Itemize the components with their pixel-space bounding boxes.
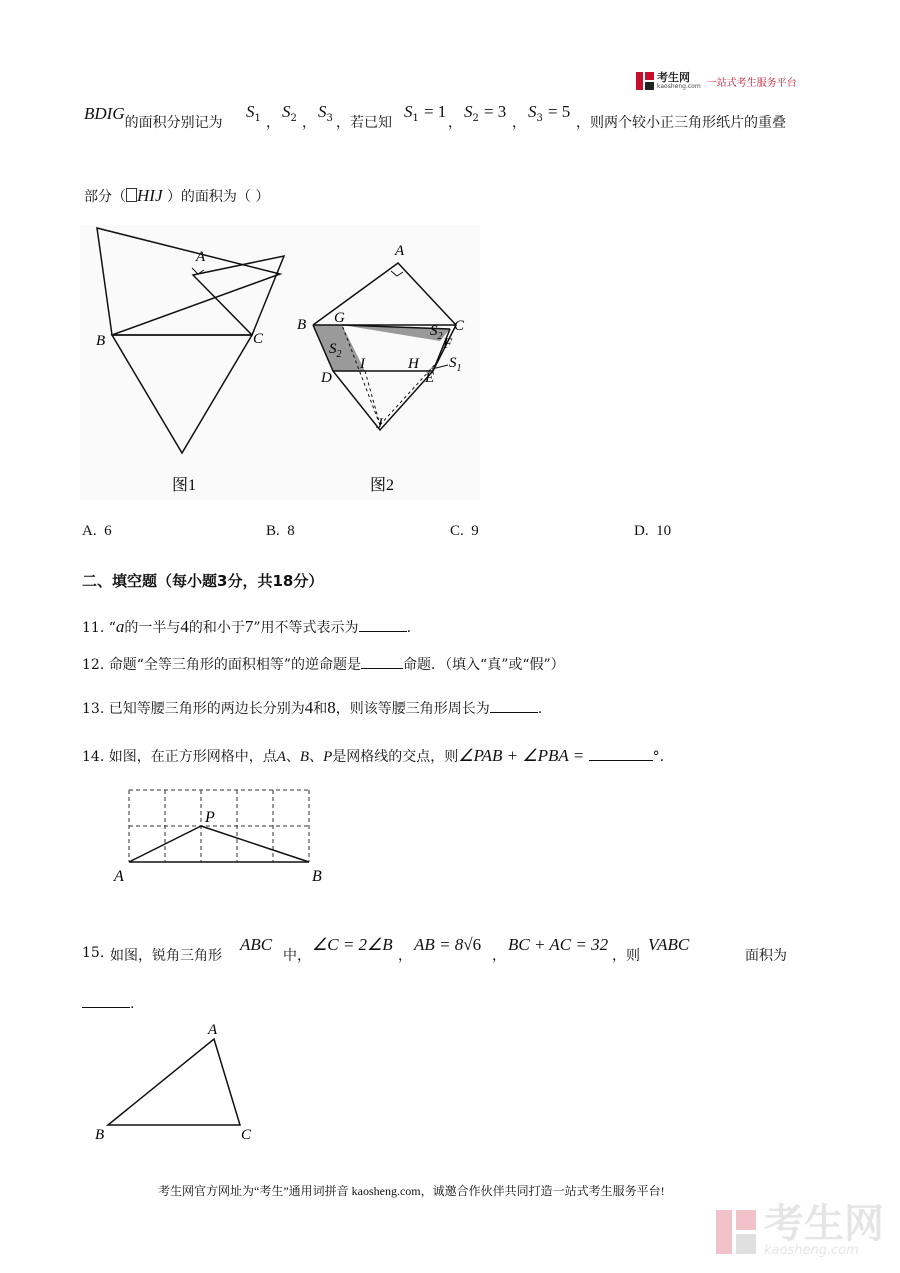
- answer-blank[interactable]: [361, 668, 403, 669]
- q14-label-a: A: [114, 868, 124, 885]
- var-bdig: BDIG: [84, 104, 125, 123]
- q10-line1: [84, 104, 223, 131]
- expr-bc-ac: BC + AC = 32: [508, 935, 609, 954]
- q10-text: 的面积分别记为: [124, 115, 223, 131]
- expr-angle-c: ∠C = 2∠B: [312, 935, 393, 954]
- header-slogan: 一站式考生服务平台: [706, 77, 797, 89]
- answer-blank[interactable]: [589, 760, 653, 761]
- answer-blank[interactable]: [359, 631, 407, 632]
- q14-label-b: B: [312, 868, 322, 885]
- footer-text: 考生网官方网址为“考生”通用词拼音 kaosheng.com，诚邀合作伙伴共同打造一站式考生服务平台!: [158, 1184, 665, 1198]
- option-b[interactable]: B. 8: [266, 523, 295, 539]
- s2-symbol: $S_2$: [282, 102, 297, 125]
- question-11: 11. “a的一半与4的和小于7”用不等式表示为 .: [82, 617, 412, 636]
- s1-eq: $S_1 = 1$: [404, 102, 447, 125]
- watermark-name: 考生网: [764, 1201, 884, 1247]
- q10-line2: 部分（ HIJ ）的面积为（ ）: [84, 186, 270, 205]
- triangle-abc-shape: [108, 1039, 240, 1125]
- fig2-label-e: E: [425, 370, 435, 386]
- triangle-abc: VABC: [648, 935, 690, 954]
- fig2-label-h: H: [408, 356, 419, 372]
- q15-triangle-figure: [90, 1018, 270, 1148]
- fig2-label-d: D: [321, 370, 332, 386]
- watermark: [716, 1201, 884, 1258]
- option-c[interactable]: C. 9: [450, 523, 479, 539]
- q15-number: 15.: [82, 945, 105, 961]
- var-hij: HIJ: [137, 186, 163, 205]
- q15-label-a: A: [208, 1022, 218, 1038]
- option-a[interactable]: A. 6: [82, 523, 112, 539]
- fig1-label-b: B: [96, 333, 106, 349]
- q15-label-c: C: [241, 1127, 252, 1143]
- q15-text: 面积为: [745, 948, 787, 964]
- answer-blank[interactable]: [490, 712, 538, 713]
- q15-label-b: B: [95, 1127, 105, 1143]
- logo-url: kaosheng.com: [657, 82, 701, 90]
- expr-ab: AB = 8√6: [414, 935, 482, 954]
- s3-eq: $S_3 = 5$: [528, 102, 571, 125]
- fig2-label-f: F: [443, 336, 453, 352]
- section-2-title: 二、填空题（每小题3分，共18分）: [82, 572, 324, 590]
- watermark-url: kaosheng.com: [764, 1243, 859, 1258]
- triangle-symbol-glyph: [126, 188, 137, 202]
- s1-symbol: $S_1$: [246, 102, 261, 125]
- q15-text: ，则: [612, 948, 640, 964]
- question-14: 14. 如图，在正方形网格中，点A、B、P是网格线的交点，则∠PAB + ∠PBA = °.: [82, 746, 665, 765]
- fig2-label-s1: $S_1$: [449, 355, 462, 374]
- fig2-label-b: B: [297, 317, 307, 333]
- var-abc: ABC: [240, 935, 273, 954]
- q14-label-p: P: [205, 809, 215, 826]
- fig2-label-s2-right: $S_2$: [430, 323, 443, 342]
- answer-blank[interactable]: [82, 1007, 130, 1008]
- q15-text: 如图，锐角三角形: [110, 948, 222, 964]
- fig2-label-c: C: [454, 318, 465, 334]
- fig1-caption: 图1: [172, 477, 197, 494]
- question-13: 13. 已知等腰三角形的两边长分别为4和8，则该等腰三角形周长为 .: [82, 698, 543, 717]
- s3-symbol: $S_3$: [318, 102, 333, 125]
- comma: ，: [302, 115, 316, 131]
- fig1-label-c: C: [253, 331, 264, 347]
- comma: ，: [492, 948, 506, 964]
- fig2-label-i: I: [360, 356, 365, 372]
- fig2-label-g: G: [334, 310, 345, 326]
- fig1-label-a: A: [196, 249, 206, 265]
- fig2-label-j: J: [376, 416, 383, 432]
- comma: ，: [398, 948, 412, 964]
- watermark-logo-icon: [716, 1210, 756, 1254]
- q15-text: 中，: [283, 948, 311, 964]
- grid-lines: [129, 790, 309, 862]
- option-d[interactable]: D. 10: [634, 523, 672, 539]
- fig2-label-s2-left: $S_2$: [329, 341, 342, 360]
- fig2-label-a: A: [395, 243, 405, 259]
- comma: ，: [512, 115, 526, 131]
- q10-text: ，若已知: [336, 115, 392, 131]
- triangle-pab: [129, 826, 309, 862]
- header-logo: [636, 72, 797, 90]
- q15-answer-line: .: [82, 996, 134, 1012]
- fig2-caption: 图2: [370, 477, 395, 494]
- comma: ，: [448, 115, 462, 131]
- question-12: 12. 命题“全等三角形的面积相等”的逆命题是 命题．（填入“真”或“假”）: [82, 657, 565, 673]
- logo-name: 考生网: [657, 70, 690, 84]
- q10-text: ，则两个较小正三角形纸片的重叠: [576, 115, 786, 131]
- q14-grid-figure: [108, 780, 338, 890]
- s2-eq: $S_2 = 3$: [464, 102, 507, 125]
- q10-figures: [80, 225, 480, 500]
- kaosheng-logo-icon: [636, 72, 654, 90]
- comma: ，: [266, 115, 280, 131]
